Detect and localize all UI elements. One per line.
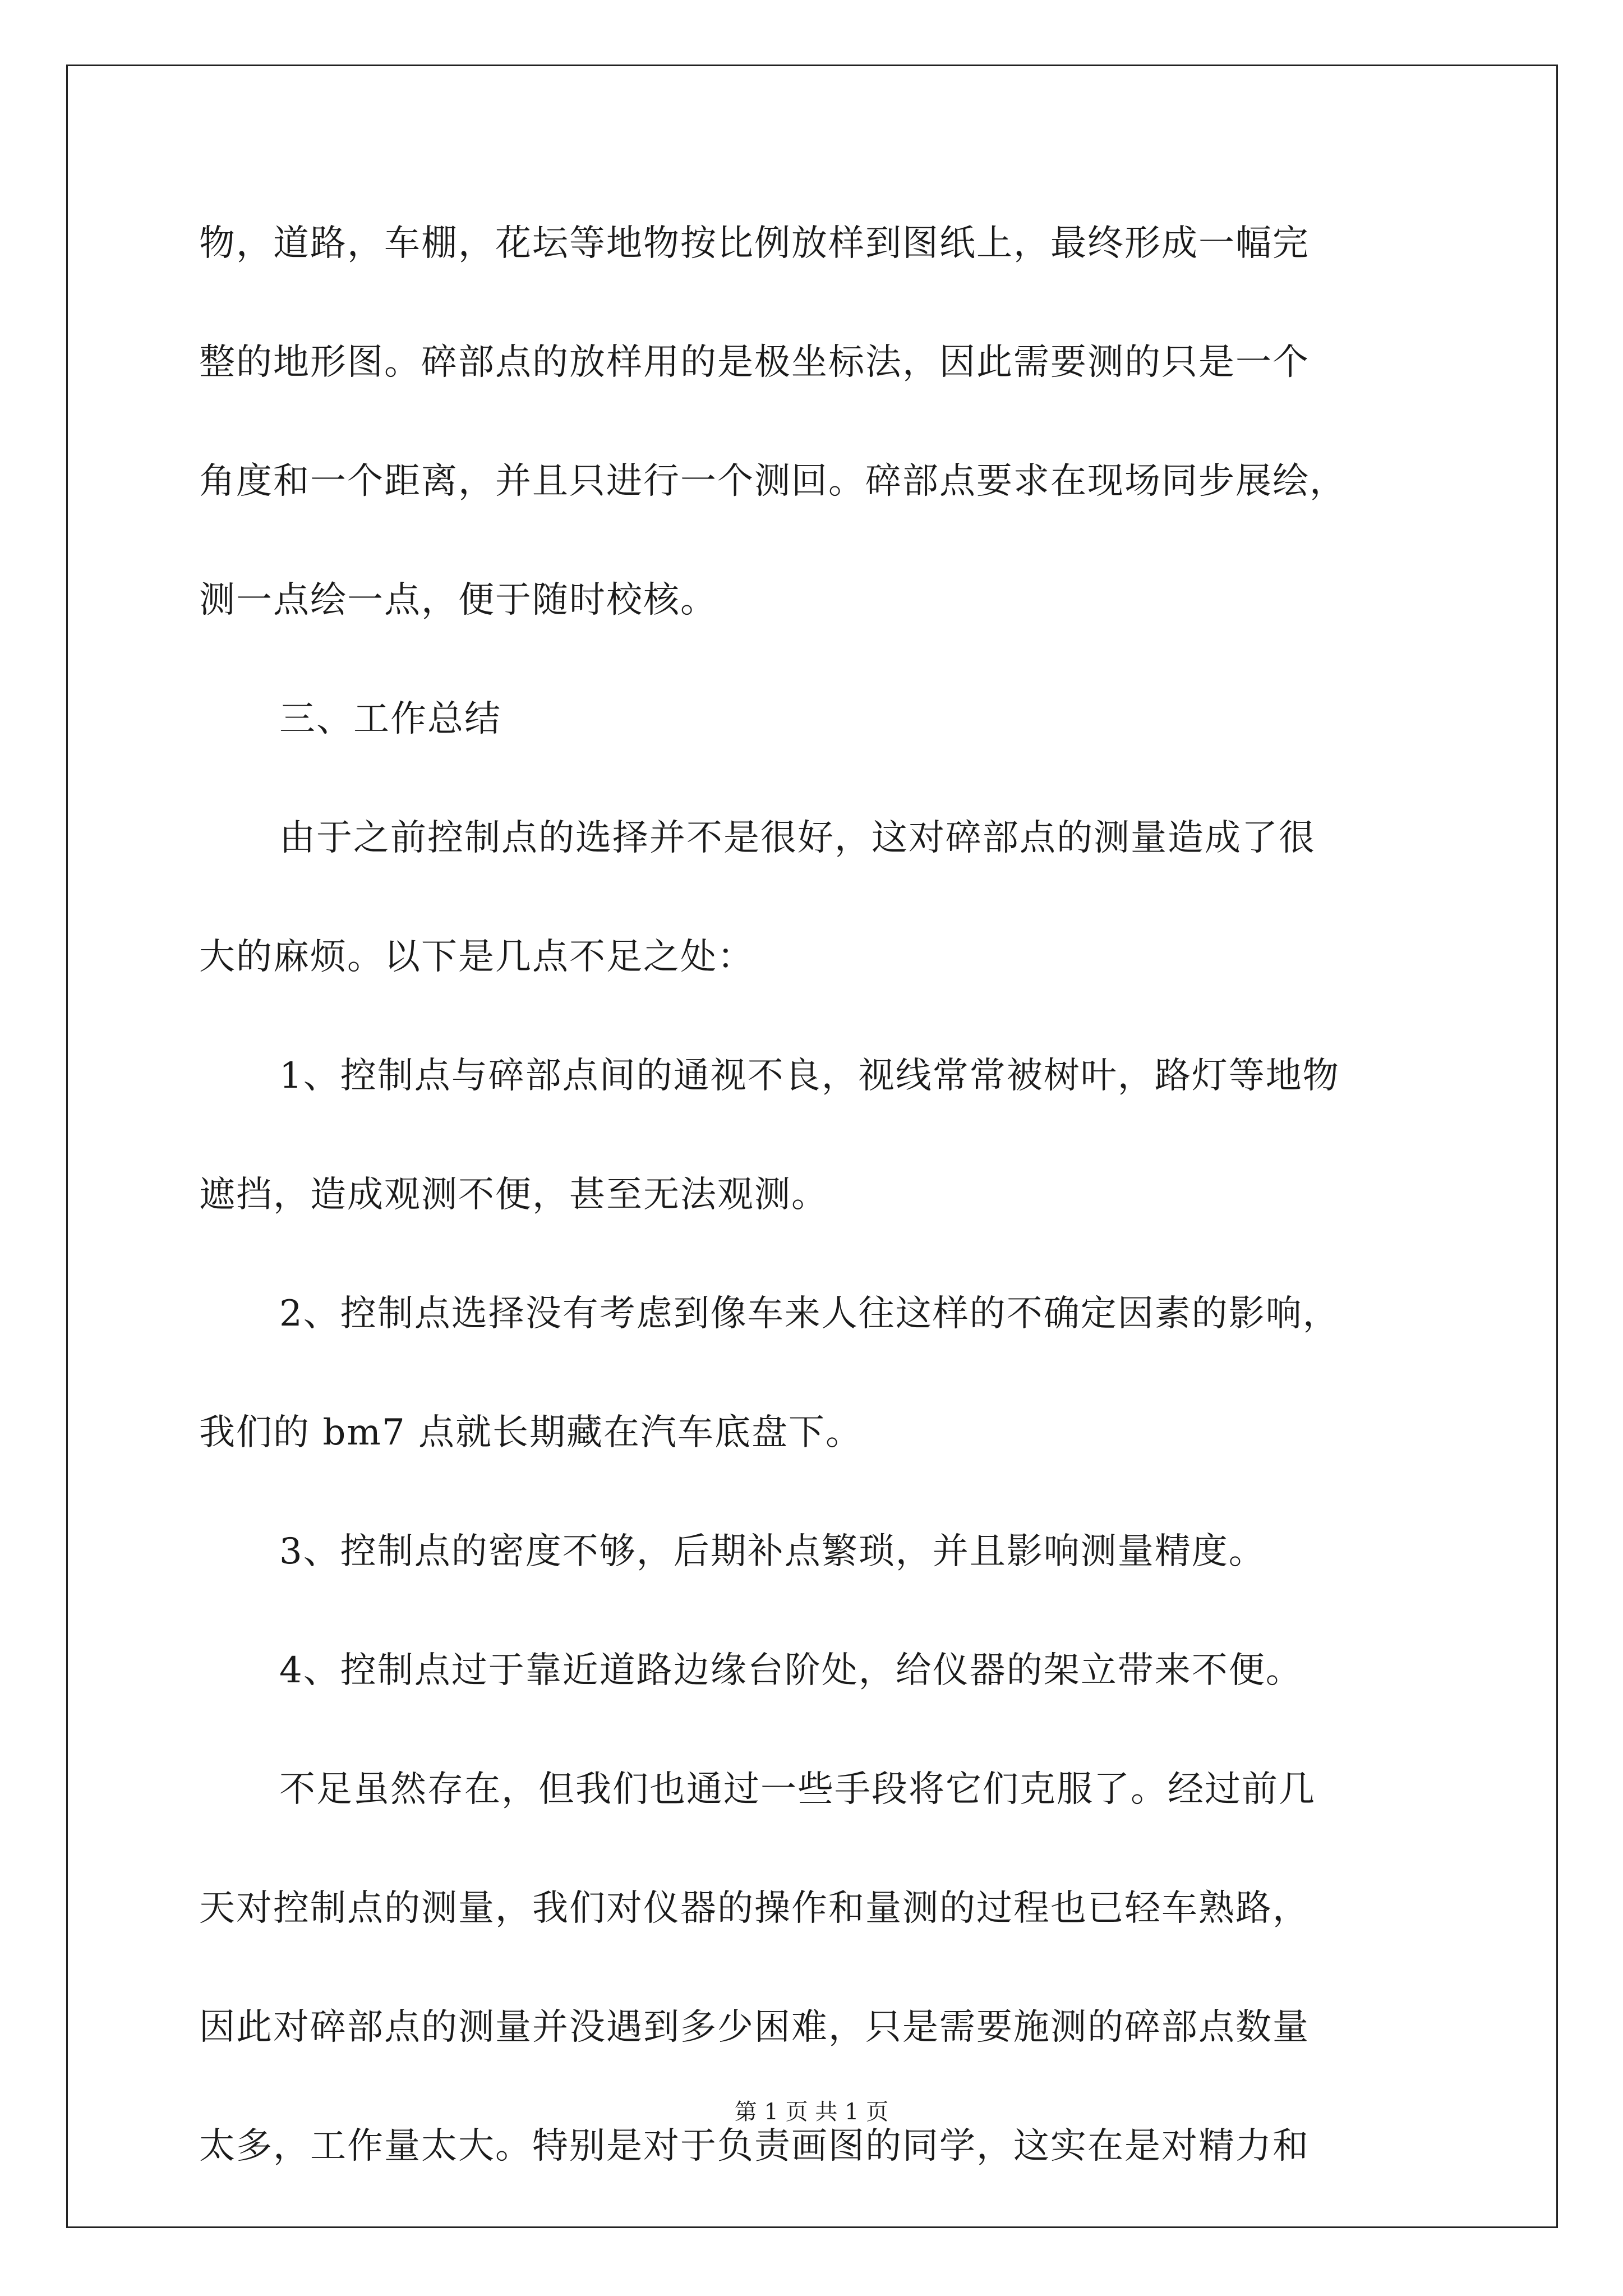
text-line: 天对控制点的测量，我们对仪器的操作和量测的过程也已轻车熟路， xyxy=(199,1888,1310,1929)
text-line: 不足虽然存在，但我们也通过一些手段将它们克服了。经过前几 xyxy=(279,1769,1316,1810)
document-body xyxy=(199,216,1433,2238)
text-line: 整的地形图。碎部点的放样用的是极坐标法，因此需要测的只是一个 xyxy=(199,342,1310,383)
section-heading: 三、工作总结 xyxy=(279,698,501,740)
text-line: 因此对碎部点的测量并没遇到多少困难，只是需要施测的碎部点数量 xyxy=(199,2007,1310,2048)
list-item-3: 3、控制点的密度不够，后期补点繁琐，并且影响测量精度。 xyxy=(279,1531,1266,1572)
list-item-1: 1、控制点与碎部点间的通视不良，视线常常被树叶，路灯等地物 xyxy=(279,1055,1340,1097)
text-line: 我们的 bm7 点就长期藏在汽车底盘下。 xyxy=(199,1412,863,1453)
text-line: 由于之前控制点的选择并不是很好，这对碎部点的测量造成了很 xyxy=(279,817,1316,859)
text-line: 物，道路，车棚，花坛等地物按比例放样到图纸上，最终形成一幅完 xyxy=(199,223,1310,264)
text-line: 太多，工作量太大。特别是对于负责画图的同学，这实在是对精力和 xyxy=(199,2125,1310,2167)
text-line: 大的麻烦。以下是几点不足之处： xyxy=(199,936,754,978)
text-line: 测一点绘一点，便于随时校核。 xyxy=(199,579,717,621)
text-line: 遮挡，造成观测不便，甚至无法观测。 xyxy=(199,1174,828,1216)
page-footer: 第 1 页 共 1 页 xyxy=(734,2099,889,2125)
text-line: 角度和一个距离，并且只进行一个测回。碎部点要求在现场同步展绘， xyxy=(199,461,1347,502)
list-item-2: 2、控制点选择没有考虑到像车来人往这样的不确定因素的影响， xyxy=(279,1293,1340,1335)
list-item-4: 4、控制点过于靠近道路边缘台阶处，给仪器的架立带来不便。 xyxy=(279,1650,1303,1691)
